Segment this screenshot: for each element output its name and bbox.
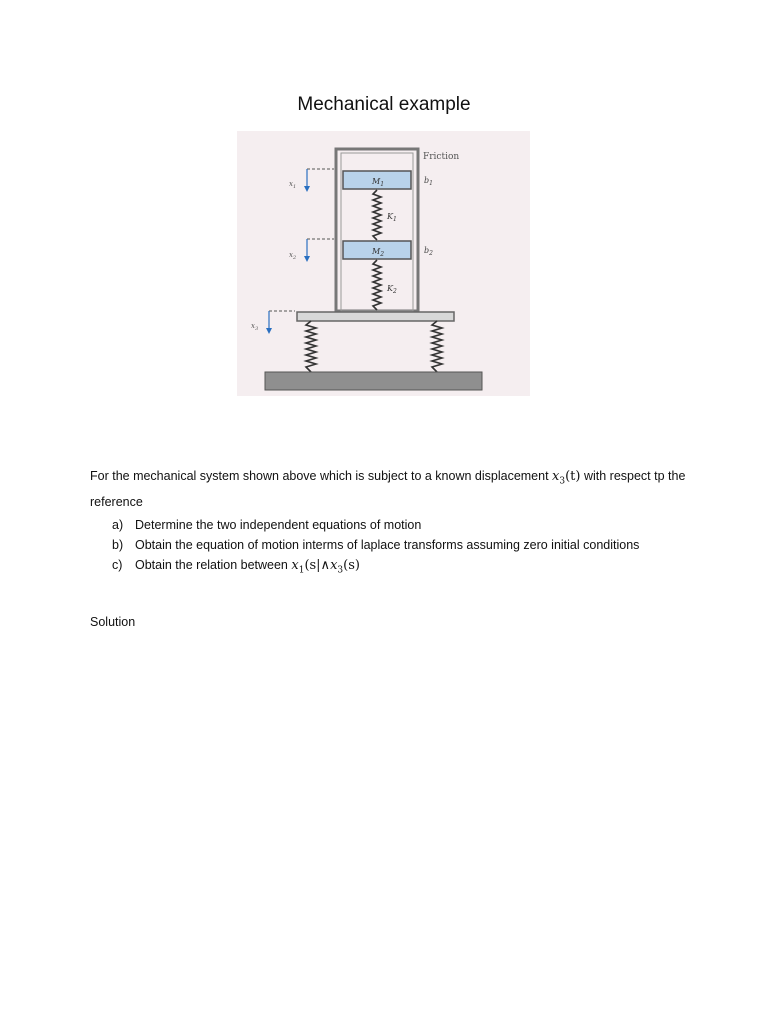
list-item-text: Obtain the relation between $x_1(s|\wedge x_3(s)$ (135, 558, 360, 576)
list-marker: b) (112, 538, 124, 552)
friction-b2-label: $b_2$ (424, 246, 433, 257)
list-item (112, 535, 712, 555)
page-title: Mechanical example (297, 94, 471, 115)
problem-intro-after: with respect tp the reference (90, 469, 686, 509)
solution-heading: Solution (90, 615, 136, 629)
list-marker: a) (112, 518, 124, 532)
mass-m1-label: $M_1$ (372, 177, 385, 188)
x3-of-s-math: $x_3(s)$ (330, 558, 360, 576)
x3-of-t-math: $x_3(t)$ (552, 469, 581, 487)
friction-label: Friction (423, 152, 460, 162)
task-list (112, 515, 712, 581)
list-item (112, 555, 712, 581)
problem-intro-before: For the mechanical system shown above which is subject to a known displacement (90, 469, 553, 483)
ground (265, 372, 482, 390)
list-marker: c) (112, 558, 123, 572)
mass-m2-label: $M_2$ (372, 247, 385, 258)
x1-label: $x_1$ (289, 180, 297, 190)
list-item-text: Determine the two independent equations of motion (135, 518, 422, 532)
friction-b1-label: $b_1$ (424, 176, 433, 187)
x2-label: $x_2$ (289, 251, 297, 261)
spring-k2-label: $K_2$ (387, 284, 397, 295)
list-item-text: Obtain the equation of motion interms of laplace transforms assuming zero initial conditions (135, 538, 640, 552)
mechanical-system-diagram (237, 131, 530, 396)
platform (297, 312, 454, 321)
problem-statement (90, 466, 690, 512)
x1-of-s-math: $x_1(s|\wedge$ (291, 558, 331, 576)
spring-k1-label: $K_1$ (387, 212, 397, 223)
x3-label: $x_3$ (251, 322, 259, 332)
mechanical-system-figure (237, 131, 530, 396)
list-item (112, 515, 712, 535)
